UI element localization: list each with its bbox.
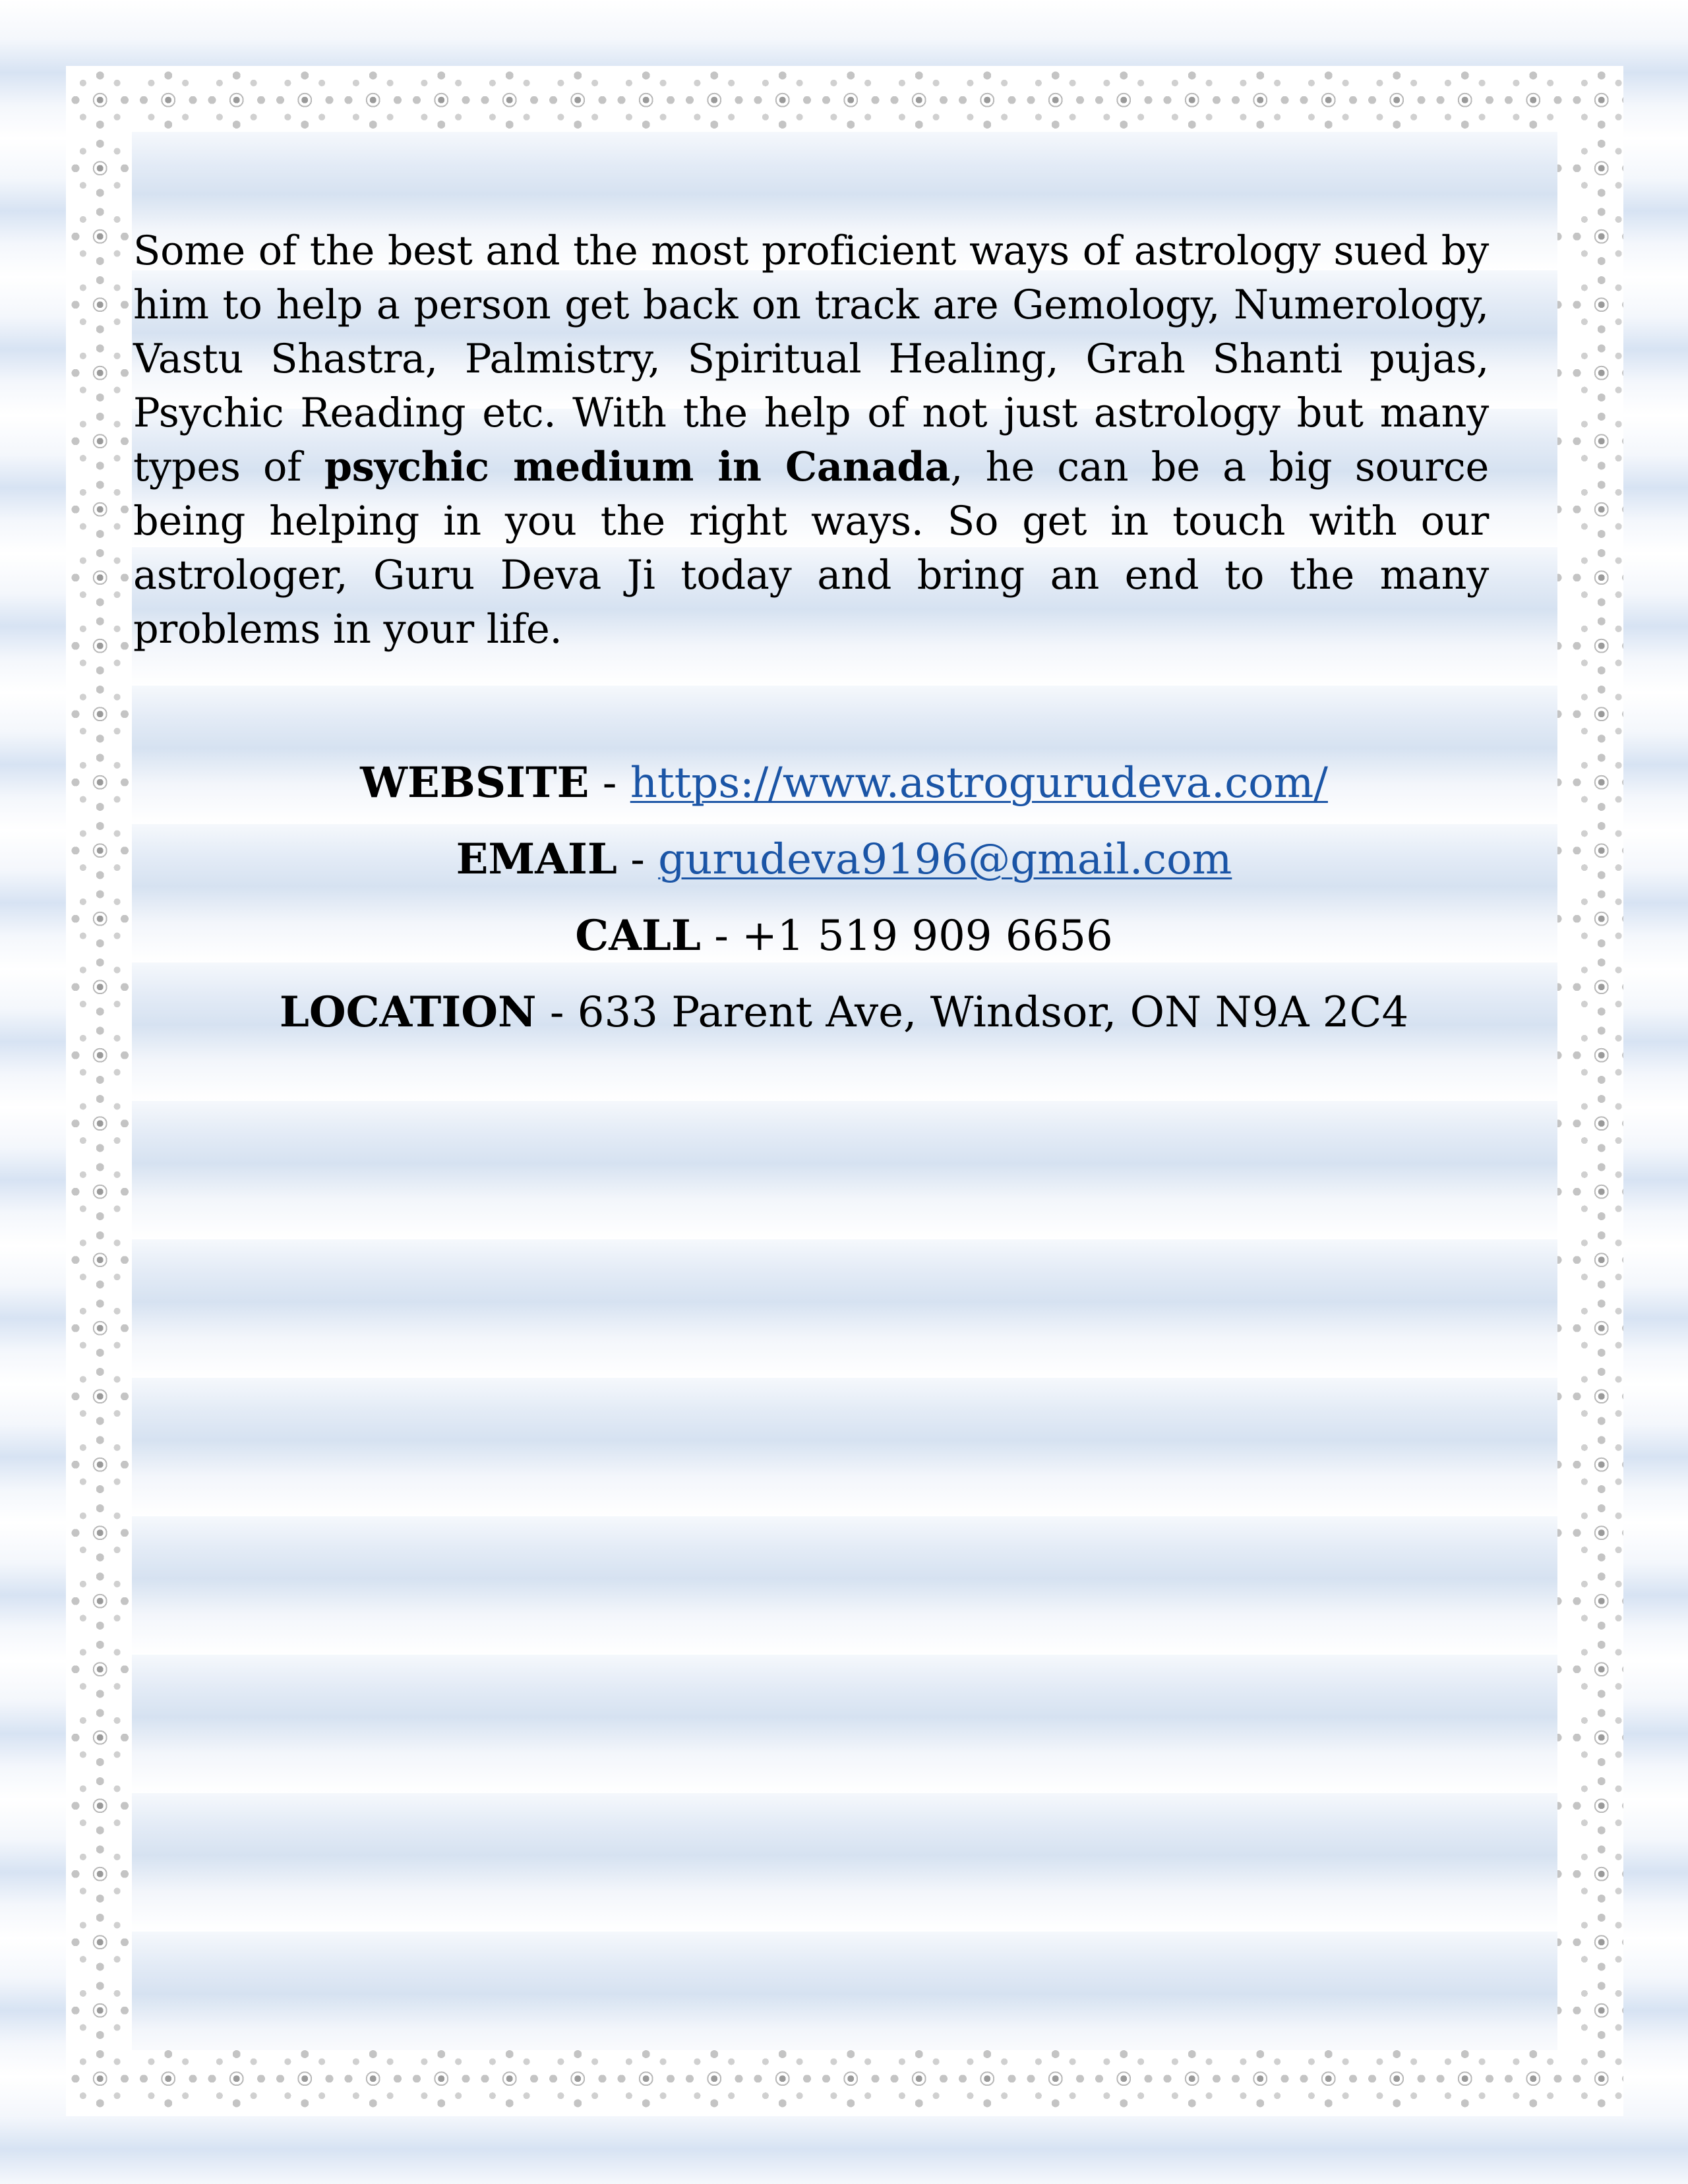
body-paragraph (133, 224, 1489, 657)
contact-row-email (133, 833, 1555, 886)
email-label: EMAIL (456, 835, 617, 884)
contact-row-location (133, 986, 1555, 1039)
contact-row-website (133, 757, 1555, 810)
website-separator: - (589, 759, 630, 808)
location-separator: - (536, 988, 578, 1037)
website-link[interactable]: https://www.astrogurudeva.com/ (630, 759, 1328, 808)
paragraph-text-after: , he can be a big source being helping in you the right ways. So get in touch with our astrologer, Guru Deva Ji today and bring an end to the many problems in your life. (133, 444, 1489, 653)
call-label: CALL (575, 911, 701, 960)
location-label: LOCATION (279, 988, 537, 1037)
email-separator: - (617, 835, 659, 884)
contact-row-call (133, 910, 1555, 962)
call-separator: - (700, 912, 742, 960)
website-label: WEBSITE (360, 758, 589, 808)
location-address: 633 Parent Ave, Windsor, ON N9A 2C4 (577, 988, 1409, 1037)
paragraph-text-before: Some of the best and the most proficient ways of astrology sued by him to help a person get back on track are Gemology, Numerology, Vastu Shastra, Palmistry, Spiritual Healing, Grah Shanti pujas, Psychic Reading etc. With the help of not just astrology but many types of (133, 228, 1489, 490)
paragraph-bold-phrase: psychic medium in Canada (324, 444, 951, 490)
email-link[interactable]: gurudeva9196@gmail.com (658, 835, 1232, 884)
call-number: +1 519 909 6656 (742, 912, 1113, 960)
